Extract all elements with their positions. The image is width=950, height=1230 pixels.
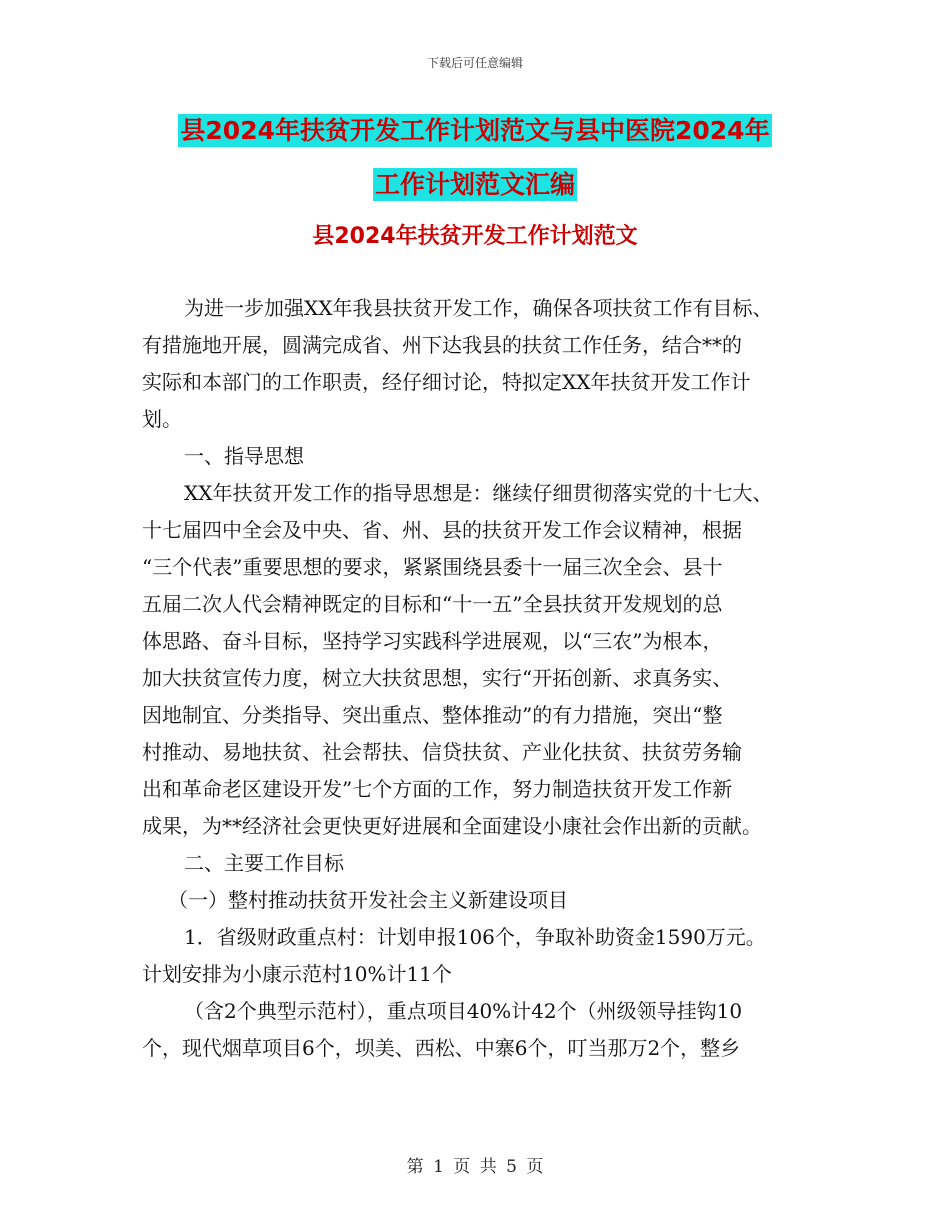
section-title: 县2024年扶贫开发工作计划范文 <box>312 224 638 249</box>
paragraph-line: 体思路、奋斗目标，坚持学习实践科学进展观，以“三农”为根本， <box>142 629 723 653</box>
paragraph-line: 有措施地开展，圆满完成省、州下达我县的扶贫工作任务，结合**的 <box>142 333 742 357</box>
paragraph-line: 成果，为**经济社会更快更好进展和全面建设小康社会作出新的贡献。 <box>142 814 762 838</box>
document-title <box>0 104 950 212</box>
subsection-heading: （一）整村推动扶贫开发社会主义新建设项目 <box>168 888 568 912</box>
paragraph-line: 为进一步加强XX年我县扶贫开发工作，确保各项扶贫工作有目标、 <box>184 296 773 320</box>
header-note: 下载后可任意编辑 <box>426 56 523 70</box>
paragraph-line: 五届二次人代会精神既定的目标和“十一五”全县扶贫开发规划的总 <box>142 592 723 616</box>
paragraph-line: 十七届四中全会及中央、省、州、县的扶贫开发工作会议精神，根据 <box>142 518 742 542</box>
paragraph-line: 个，现代烟草项目6个，坝美、西松、中寨6个，叮当那万2个，整乡 <box>142 1036 741 1060</box>
body-text <box>142 290 822 1067</box>
section-heading: 二、主要工作目标 <box>184 851 344 875</box>
paragraph-line: 实际和本部门的工作职责，经仔细讨论，特拟定XX年扶贫开发工作计 <box>142 370 751 394</box>
paragraph-line: 因地制宜、分类指导、突出重点、整体推动”的有力措施，突出“整 <box>142 703 723 727</box>
paragraph-line: （含2个典型示范村），重点项目40%计42个（州级领导挂钩10 <box>184 999 743 1023</box>
title-line-1: 县2024年扶贫开发工作计划范文与县中医院2024年 <box>180 116 770 145</box>
paragraph-line: 划。 <box>142 407 182 431</box>
title-line-2: 工作计划范文汇编 <box>374 170 575 199</box>
paragraph-line: 加大扶贫宣传力度，树立大扶贫思想，实行“开拓创新、求真务实、 <box>142 666 733 690</box>
paragraph-line: 村推动、易地扶贫、社会帮扶、信贷扶贫、产业化扶贫、扶贫劳务输 <box>142 740 742 764</box>
paragraph-line: 1．省级财政重点村：计划申报106个，争取补助资金1590万元。 <box>184 925 766 949</box>
paragraph-line: XX年扶贫开发工作的指导思想是：继续仔细贯彻落实党的十七大、 <box>184 481 773 505</box>
section-heading: 一、指导思想 <box>184 444 304 468</box>
page-footer: 第 1 页 共 5 页 <box>406 1157 544 1177</box>
paragraph-line: “三个代表”重要思想的要求，紧紧围绕县委十一届三次全会、县十 <box>142 555 723 579</box>
paragraph-line: 出和革命老区建设开发”七个方面的工作，努力制造扶贫开发工作新 <box>142 777 733 801</box>
paragraph-line: 计划安排为小康示范村10%计11个 <box>142 962 452 986</box>
